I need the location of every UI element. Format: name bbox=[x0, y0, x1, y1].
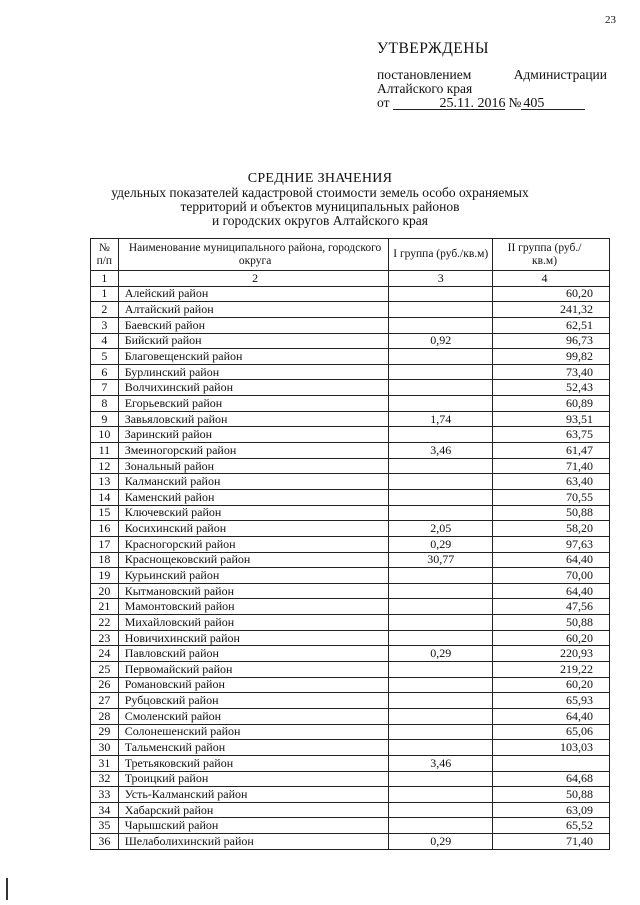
heading-line-4: и городских округов Алтайского края bbox=[212, 213, 428, 228]
table-row bbox=[91, 708, 610, 724]
row-number: 17 bbox=[91, 536, 119, 552]
row-name: Алтайский район bbox=[118, 302, 389, 318]
row-group-1 bbox=[389, 662, 493, 678]
row-group-1 bbox=[389, 787, 493, 803]
heading-line-3: территорий и объектов муниципальных районов bbox=[180, 199, 460, 214]
row-group-1: 0,29 bbox=[389, 646, 493, 662]
row-group-2: 63,40 bbox=[493, 474, 610, 490]
row-group-2: 103,03 bbox=[493, 740, 610, 756]
row-group-2: 60,89 bbox=[493, 396, 610, 412]
row-name: Баевский район bbox=[118, 317, 389, 333]
row-name: Алейский район bbox=[118, 286, 389, 302]
table-row bbox=[91, 317, 610, 333]
row-group-2: 50,88 bbox=[493, 787, 610, 803]
row-group-2: 70,55 bbox=[493, 489, 610, 505]
table-row bbox=[91, 693, 610, 709]
row-name: Романовский район bbox=[118, 677, 389, 693]
row-number: 10 bbox=[91, 427, 119, 443]
row-group-2: 93,51 bbox=[493, 411, 610, 427]
table-row bbox=[91, 333, 610, 349]
row-number: 26 bbox=[91, 677, 119, 693]
row-group-2 bbox=[493, 755, 610, 771]
table-row bbox=[91, 724, 610, 740]
row-group-1 bbox=[389, 818, 493, 834]
row-number: 15 bbox=[91, 505, 119, 521]
row-number: 4 bbox=[91, 333, 119, 349]
row-group-2: 65,52 bbox=[493, 818, 610, 834]
table-row bbox=[91, 427, 610, 443]
row-group-1 bbox=[389, 505, 493, 521]
row-name: Первомайский район bbox=[118, 662, 389, 678]
table-row bbox=[91, 302, 610, 318]
table-row bbox=[91, 380, 610, 396]
row-name: Бийский район bbox=[118, 333, 389, 349]
row-group-2: 99,82 bbox=[493, 349, 610, 365]
table-row bbox=[91, 818, 610, 834]
table-row bbox=[91, 489, 610, 505]
row-group-1 bbox=[389, 489, 493, 505]
row-group-1: 0,29 bbox=[389, 536, 493, 552]
row-group-2: 219,22 bbox=[493, 662, 610, 678]
row-group-2: 58,20 bbox=[493, 521, 610, 537]
row-group-1: 1,74 bbox=[389, 411, 493, 427]
row-name: Завьяловский район bbox=[118, 411, 389, 427]
row-group-2: 96,73 bbox=[493, 333, 610, 349]
table-row bbox=[91, 677, 610, 693]
index-cell: 3 bbox=[389, 271, 493, 287]
row-group-2: 64,68 bbox=[493, 771, 610, 787]
table-row bbox=[91, 536, 610, 552]
row-name: Зональный район bbox=[118, 458, 389, 474]
table-row bbox=[91, 443, 610, 459]
row-group-1 bbox=[389, 771, 493, 787]
row-name: Змеиногорский район bbox=[118, 443, 389, 459]
table-row bbox=[91, 396, 610, 412]
row-group-1 bbox=[389, 724, 493, 740]
approval-number-sign: № bbox=[508, 95, 522, 110]
row-group-2: 64,40 bbox=[493, 552, 610, 568]
approval-title: УТВЕРЖДЕНЫ bbox=[377, 40, 489, 57]
table-row bbox=[91, 615, 610, 631]
table-row bbox=[91, 771, 610, 787]
row-name: Третьяковский район bbox=[118, 755, 389, 771]
row-group-1: 0,29 bbox=[389, 834, 493, 850]
table-row bbox=[91, 364, 610, 380]
row-number: 21 bbox=[91, 599, 119, 615]
row-name: Егорьевский район bbox=[118, 396, 389, 412]
row-number: 34 bbox=[91, 802, 119, 818]
table-row bbox=[91, 662, 610, 678]
row-name: Чарышский район bbox=[118, 818, 389, 834]
row-group-2: 60,20 bbox=[493, 630, 610, 646]
row-group-1 bbox=[389, 630, 493, 646]
row-group-2: 64,40 bbox=[493, 708, 610, 724]
row-group-2: 70,00 bbox=[493, 568, 610, 584]
row-group-2: 220,93 bbox=[493, 646, 610, 662]
row-group-1 bbox=[389, 708, 493, 724]
row-name: Смоленский район bbox=[118, 708, 389, 724]
row-group-1 bbox=[389, 677, 493, 693]
row-group-2: 52,43 bbox=[493, 380, 610, 396]
index-cell: 2 bbox=[118, 271, 389, 287]
scan-edge-mark bbox=[6, 878, 8, 900]
approval-block bbox=[377, 40, 607, 110]
table-row bbox=[91, 411, 610, 427]
document-heading bbox=[0, 171, 640, 228]
row-number: 5 bbox=[91, 349, 119, 365]
row-name: Кытмановский район bbox=[118, 583, 389, 599]
row-group-2: 97,63 bbox=[493, 536, 610, 552]
table-row bbox=[91, 787, 610, 803]
row-number: 16 bbox=[91, 521, 119, 537]
row-name: Рубцовский район bbox=[118, 693, 389, 709]
row-number: 25 bbox=[91, 662, 119, 678]
row-name: Курьинский район bbox=[118, 568, 389, 584]
row-name: Павловский район bbox=[118, 646, 389, 662]
row-number: 19 bbox=[91, 568, 119, 584]
row-name: Усть-Калманский район bbox=[118, 787, 389, 803]
table-row bbox=[91, 583, 610, 599]
row-group-2: 71,40 bbox=[493, 458, 610, 474]
row-group-2: 61,47 bbox=[493, 443, 610, 459]
row-number: 29 bbox=[91, 724, 119, 740]
table-index-row bbox=[91, 271, 610, 287]
row-group-1: 3,46 bbox=[389, 755, 493, 771]
row-number: 12 bbox=[91, 458, 119, 474]
row-group-1 bbox=[389, 599, 493, 615]
row-name: Шелаболихинский район bbox=[118, 834, 389, 850]
row-name: Краснощековский район bbox=[118, 552, 389, 568]
row-number: 7 bbox=[91, 380, 119, 396]
row-number: 9 bbox=[91, 411, 119, 427]
approval-number: 405 bbox=[521, 98, 585, 110]
row-number: 35 bbox=[91, 818, 119, 834]
row-number: 33 bbox=[91, 787, 119, 803]
approval-word-1: постановлением bbox=[377, 67, 472, 82]
row-number: 30 bbox=[91, 740, 119, 756]
row-group-2: 50,88 bbox=[493, 505, 610, 521]
row-group-2: 65,06 bbox=[493, 724, 610, 740]
row-name: Бурлинский район bbox=[118, 364, 389, 380]
table-row bbox=[91, 458, 610, 474]
row-group-1 bbox=[389, 317, 493, 333]
row-name: Троицкий район bbox=[118, 771, 389, 787]
row-number: 36 bbox=[91, 834, 119, 850]
approval-word-2: Администрации bbox=[513, 67, 607, 82]
row-group-1 bbox=[389, 693, 493, 709]
row-group-2: 62,51 bbox=[493, 317, 610, 333]
row-name: Каменский район bbox=[118, 489, 389, 505]
row-group-2: 63,09 bbox=[493, 802, 610, 818]
index-cell: 1 bbox=[91, 271, 119, 287]
row-number: 32 bbox=[91, 771, 119, 787]
header-name: Наименование муниципального района, городского округа bbox=[118, 239, 389, 271]
table-row bbox=[91, 834, 610, 850]
table-header-row bbox=[91, 239, 610, 271]
approval-line-1 bbox=[377, 68, 607, 82]
row-group-2: 63,75 bbox=[493, 427, 610, 443]
table-row bbox=[91, 349, 610, 365]
approval-from: от bbox=[377, 95, 390, 110]
row-group-2: 65,93 bbox=[493, 693, 610, 709]
row-name: Калманский район bbox=[118, 474, 389, 490]
row-group-2: 50,88 bbox=[493, 615, 610, 631]
row-group-1 bbox=[389, 286, 493, 302]
row-group-2: 64,40 bbox=[493, 583, 610, 599]
row-group-1: 0,92 bbox=[389, 333, 493, 349]
row-group-1 bbox=[389, 380, 493, 396]
table-row bbox=[91, 740, 610, 756]
row-name: Заринский район bbox=[118, 427, 389, 443]
row-group-1 bbox=[389, 302, 493, 318]
row-number: 18 bbox=[91, 552, 119, 568]
row-number: 11 bbox=[91, 443, 119, 459]
row-number: 20 bbox=[91, 583, 119, 599]
row-group-1: 2,05 bbox=[389, 521, 493, 537]
heading-title: СРЕДНИЕ ЗНАЧЕНИЯ bbox=[247, 171, 393, 186]
row-number: 23 bbox=[91, 630, 119, 646]
row-number: 14 bbox=[91, 489, 119, 505]
row-number: 22 bbox=[91, 615, 119, 631]
table-row bbox=[91, 802, 610, 818]
header-number: № п/п bbox=[91, 239, 119, 271]
table-row bbox=[91, 646, 610, 662]
approval-date: 25.11. 2016 bbox=[393, 98, 505, 110]
row-group-2: 241,32 bbox=[493, 302, 610, 318]
row-number: 1 bbox=[91, 286, 119, 302]
row-group-1 bbox=[389, 802, 493, 818]
table-row bbox=[91, 552, 610, 568]
approval-line-3 bbox=[377, 96, 607, 110]
row-group-1 bbox=[389, 740, 493, 756]
row-number: 2 bbox=[91, 302, 119, 318]
table-row bbox=[91, 286, 610, 302]
row-group-2: 60,20 bbox=[493, 677, 610, 693]
values-table bbox=[90, 238, 610, 850]
row-name: Солонешенский район bbox=[118, 724, 389, 740]
table-row bbox=[91, 474, 610, 490]
row-group-2: 47,56 bbox=[493, 599, 610, 615]
row-name: Тальменский район bbox=[118, 740, 389, 756]
heading-line-2: удельных показателей кадастровой стоимости земель особо охраняемых bbox=[111, 185, 529, 200]
row-group-1 bbox=[389, 364, 493, 380]
table-row bbox=[91, 521, 610, 537]
header-group-2: II группа (руб./кв.м) bbox=[493, 239, 610, 271]
row-name: Михайловский район bbox=[118, 615, 389, 631]
row-name: Косихинский район bbox=[118, 521, 389, 537]
table-row bbox=[91, 755, 610, 771]
row-group-1: 30,77 bbox=[389, 552, 493, 568]
row-name: Ключевский район bbox=[118, 505, 389, 521]
row-name: Мамонтовский район bbox=[118, 599, 389, 615]
row-number: 24 bbox=[91, 646, 119, 662]
row-number: 8 bbox=[91, 396, 119, 412]
row-name: Новичихинский район bbox=[118, 630, 389, 646]
page-number: 23 bbox=[605, 14, 616, 26]
row-name: Волчихинский район bbox=[118, 380, 389, 396]
row-group-2: 60,20 bbox=[493, 286, 610, 302]
row-number: 31 bbox=[91, 755, 119, 771]
row-group-1 bbox=[389, 427, 493, 443]
row-group-1 bbox=[389, 615, 493, 631]
row-group-1 bbox=[389, 349, 493, 365]
row-group-2: 71,40 bbox=[493, 834, 610, 850]
header-group-1: I группа (руб./кв.м) bbox=[389, 239, 493, 271]
index-cell: 4 bbox=[493, 271, 610, 287]
row-group-1 bbox=[389, 458, 493, 474]
row-number: 27 bbox=[91, 693, 119, 709]
table-row bbox=[91, 568, 610, 584]
row-group-1 bbox=[389, 396, 493, 412]
row-group-1 bbox=[389, 568, 493, 584]
row-number: 6 bbox=[91, 364, 119, 380]
row-group-1 bbox=[389, 474, 493, 490]
row-number: 13 bbox=[91, 474, 119, 490]
row-name: Красногорский район bbox=[118, 536, 389, 552]
table-body bbox=[91, 286, 610, 849]
row-number: 3 bbox=[91, 317, 119, 333]
approval-line-2: Алтайского края bbox=[377, 81, 473, 96]
table-row bbox=[91, 599, 610, 615]
row-name: Благовещенский район bbox=[118, 349, 389, 365]
row-number: 28 bbox=[91, 708, 119, 724]
table-row bbox=[91, 505, 610, 521]
table-row bbox=[91, 630, 610, 646]
row-name: Хабарский район bbox=[118, 802, 389, 818]
row-group-1: 3,46 bbox=[389, 443, 493, 459]
row-group-1 bbox=[389, 583, 493, 599]
row-group-2: 73,40 bbox=[493, 364, 610, 380]
